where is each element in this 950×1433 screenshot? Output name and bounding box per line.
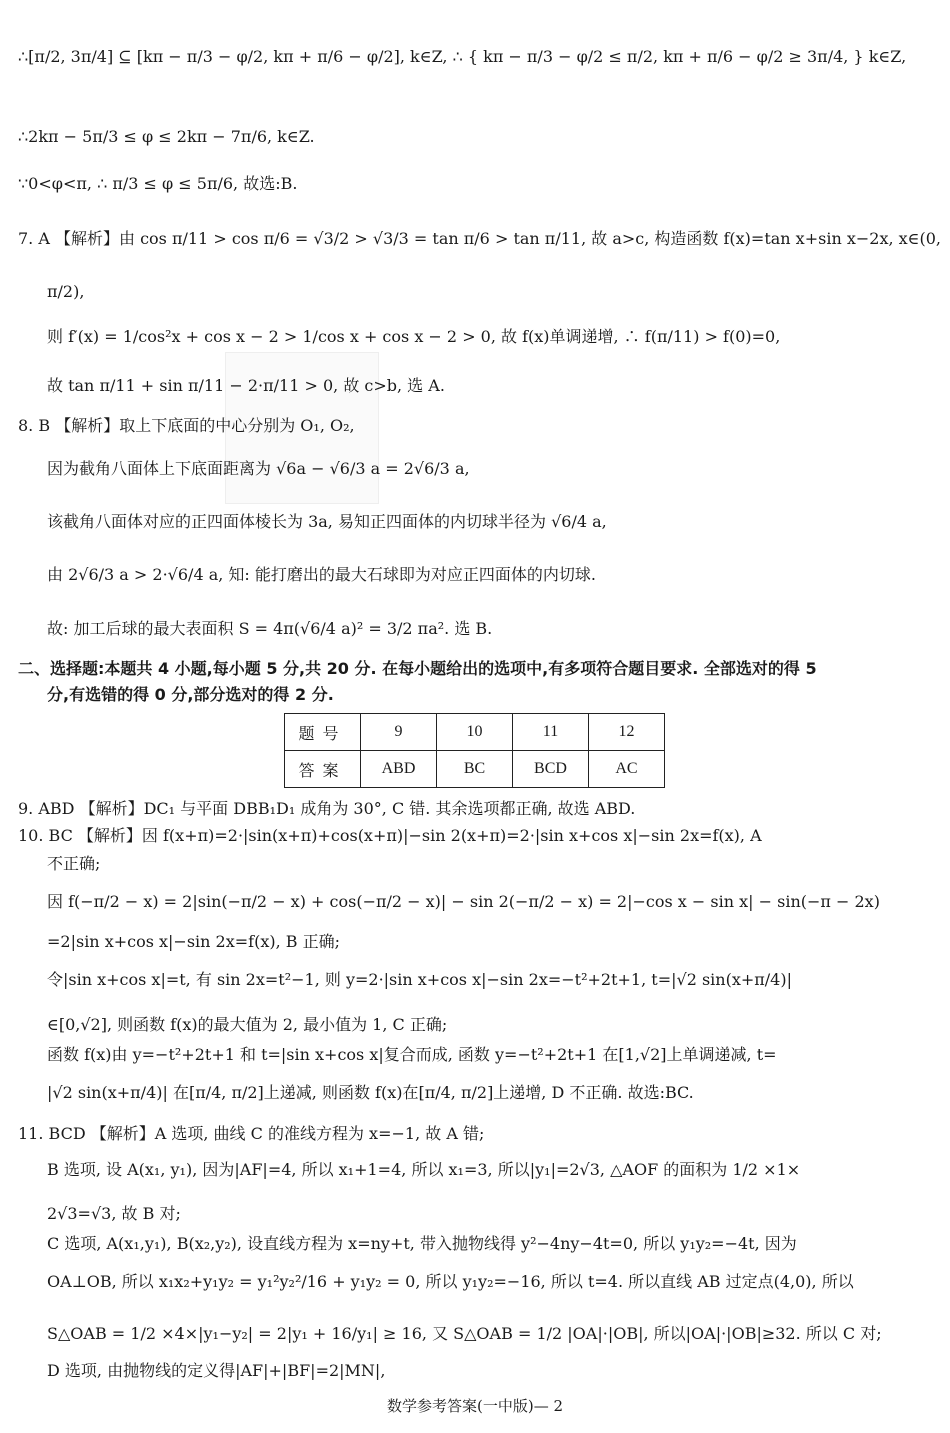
- text-line: D 选项, 由抛物线的定义得|AF|+|BF|=2|MN|,: [47, 1361, 386, 1380]
- text-line: C 选项, A(x₁,y₁), B(x₂,y₂), 设直线方程为 x=ny+t, 带入抛物线得 y²−4ny−4t=0, 所以 y₁y₂=−4t, 因为: [47, 1234, 797, 1253]
- table-cell: AC: [589, 751, 665, 788]
- solution-8-line: 8. B 【解析】取上下底面的中心分别为 O₁, O₂,: [18, 416, 355, 435]
- text-line: π/2),: [47, 282, 85, 301]
- table-row: [285, 714, 665, 751]
- page-footer: 数学参考答案(一中版)— 2: [386, 1397, 564, 1415]
- text-line: 由 2√6/3 a > 2·√6/4 a, 知: 能打磨出的最大石球即为对应正四面体的内切球.: [47, 565, 596, 584]
- table-cell: 12: [589, 714, 665, 751]
- solution-11-line: 11. BCD 【解析】A 选项, 曲线 C 的准线方程为 x=−1, 故 A 错;: [18, 1124, 485, 1143]
- text-line: ∴[π/2, 3π/4] ⊆ [kπ − π/3 − φ/2, kπ + π/6 − φ/2], k∈Z, ∴ { kπ − π/3 − φ/2 ≤ π/2, kπ + π/6 − φ/2 ≥ 3π/4, } k∈Z,: [18, 47, 907, 66]
- text-line: OA⊥OB, 所以 x₁x₂+y₁y₂ = y₁²y₂²/16 + y₁y₂ = 0, 所以 y₁y₂=−16, 所以 t=4. 所以直线 AB 过定点(4,0), 所以: [47, 1272, 854, 1291]
- text-line: 2√3=√3, 故 B 对;: [47, 1204, 181, 1223]
- answer-table: [284, 713, 665, 788]
- text-line: 因 f(−π/2 − x) = 2|sin(−π/2 − x) + cos(−π/2 − x)| − sin 2(−π/2 − x) = 2|−cos x − sin x| − sin(−π − 2x): [47, 892, 880, 911]
- text-line: ∴2kπ − 5π/3 ≤ φ ≤ 2kπ − 7π/6, k∈Z.: [18, 127, 315, 146]
- section-heading-cont: 分,有选错的得 0 分,部分选对的得 2 分.: [47, 685, 334, 704]
- text-line: 不正确;: [47, 854, 101, 873]
- text-line: 函数 f(x)由 y=−t²+2t+1 和 t=|sin x+cos x|复合而成, 函数 y=−t²+2t+1 在[1,√2]上单调递减, t=: [47, 1045, 777, 1064]
- table-answer-label: 答案: [285, 751, 361, 788]
- text-line: 则 f′(x) = 1/cos²x + cos x − 2 > 1/cos x + cos x − 2 > 0, 故 f(x)单调递增, ∴ f(π/11) > f(0)=0,: [47, 327, 781, 346]
- solution-9-line: 9. ABD 【解析】DC₁ 与平面 DBB₁D₁ 成角为 30°, C 错. 其余选项都正确, 故选 ABD.: [18, 799, 636, 818]
- table-cell: 11: [513, 714, 589, 751]
- table-cell: BC: [437, 751, 513, 788]
- text-line: 令|sin x+cos x|=t, 有 sin 2x=t²−1, 则 y=2·|sin x+cos x|−sin 2x=−t²+2t+1, t=|√2 sin(x+π/4)|: [47, 970, 792, 989]
- text-line: 该截角八面体对应的正四面体棱长为 3a, 易知正四面体的内切球半径为 √6/4 a,: [47, 512, 607, 531]
- table-header-label: 题号: [285, 714, 361, 751]
- text-line: 故: 加工后球的最大表面积 S = 4π(√6/4 a)² = 3/2 πa². 选 B.: [47, 619, 493, 638]
- text-line: =2|sin x+cos x|−sin 2x=f(x), B 正确;: [47, 932, 341, 951]
- text-line: S△OAB = 1/2 ×4×|y₁−y₂| = 2|y₁ + 16/y₁| ≥ 16, 又 S△OAB = 1/2 |OA|·|OB|, 所以|OA|·|OB|≥32. 所以 C 对;: [47, 1324, 882, 1343]
- solution-7-line: 7. A 【解析】由 cos π/11 > cos π/6 = √3/2 > √3/3 = tan π/6 > tan π/11, 故 a>c, 构造函数 f(x)=tan x+sin x−2x, x∈(0,: [18, 229, 942, 248]
- table-cell: 9: [361, 714, 437, 751]
- section-heading: 二、选择题:本题共 4 小题,每小题 5 分,共 20 分. 在每小题给出的选项中,有多项符合题目要求. 全部选对的得 5: [18, 659, 817, 678]
- table-cell: ABD: [361, 751, 437, 788]
- text-line: B 选项, 设 A(x₁, y₁), 因为|AF|=4, 所以 x₁+1=4, 所以 x₁=3, 所以|y₁|=2√3, △AOF 的面积为 1/2 ×1×: [47, 1160, 801, 1179]
- text-line: 因为截角八面体上下底面距离为 √6a − √6/3 a = 2√6/3 a,: [47, 459, 470, 478]
- table-cell: 10: [437, 714, 513, 751]
- table-row: [285, 751, 665, 788]
- table-cell: BCD: [513, 751, 589, 788]
- text-line: |√2 sin(x+π/4)| 在[π/4, π/2]上递减, 则函数 f(x)在[π/4, π/2]上递增, D 不正确. 故选:BC.: [47, 1083, 694, 1102]
- solution-10-line: 10. BC 【解析】因 f(x+π)=2·|sin(x+π)+cos(x+π)|−sin 2(x+π)=2·|sin x+cos x|−sin 2x=f(x), A: [18, 826, 762, 845]
- text-line: 故 tan π/11 + sin π/11 − 2·π/11 > 0, 故 c>b, 选 A.: [47, 376, 445, 395]
- text-line: ∵0<φ<π, ∴ π/3 ≤ φ ≤ 5π/6, 故选:B.: [18, 174, 298, 193]
- text-line: ∈[0,√2], 则函数 f(x)的最大值为 2, 最小值为 1, C 正确;: [47, 1015, 448, 1034]
